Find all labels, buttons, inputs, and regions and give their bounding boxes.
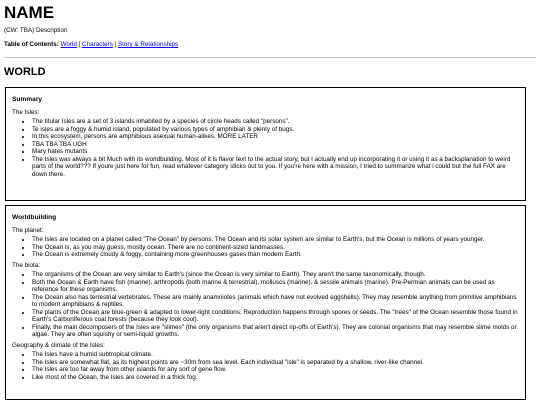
list-item: • Te isles are a foggy & humid island, populated by various types of amphibian & plenty of bugs.	[32, 126, 519, 134]
list-item: • The Isles are located on a planet called "The Ocean" by persons. The Ocean and its solar system are similar to Earth's, but the Ocean is millions of years younger.	[32, 236, 519, 244]
list-item: • Mary hates mutants	[32, 148, 519, 156]
group-label-planet: The planet:	[12, 227, 44, 234]
list-item: • The organisms of the Ocean are very similar to Earth's (since the Ocean is very similar to Earth). They aren't the same taxonomically, though.	[32, 271, 519, 279]
list-item: • The Ocean is extremely cloudy & foggy, containing more greenhouses gases than modern Earth.	[32, 251, 519, 259]
planet-list	[12, 236, 519, 259]
group-label-biota: The biota:	[12, 262, 41, 269]
list-item: • The Isles are somewhat flat, as its highest points are ~30m from sea level. Each individual "isle" is separated by a shallow, river-like channel.	[32, 359, 519, 367]
list-item: • The Isles was always a bit Much with its worldbuilding. Most of it is flavor text to the actual story, but I actually end up incorporating it or using it as a backsplanation to weird parts of the world??? If youre just here for fun, read whatever category sticks out to you. If you're here with a mission, I tried to summarize what i could but the full FAX are down there.	[32, 156, 519, 179]
list-item: • Like most of the Ocean, the Isles are covered in a thick fog.	[32, 374, 519, 382]
geography-list	[12, 351, 519, 381]
worldbuilding-box	[5, 205, 526, 400]
list-item: • In this ecosystem, persons are amphibious asexual human-alikes. MORE LATER	[32, 133, 519, 141]
list-item: • The Ocean is, as you may guess, mostly ocean. There are no continent-sized landmasses.	[32, 244, 519, 252]
toc-separator: |	[76, 41, 83, 48]
toc-link-characters[interactable]: Characters	[82, 41, 113, 48]
biota-list	[12, 271, 519, 339]
section-title-world: WORLD	[4, 66, 46, 78]
list-item: • The Isles are too far away from other islands for any sort of gene flow.	[32, 366, 519, 374]
summary-intro: The Isles:	[12, 109, 40, 116]
page-title: NAME	[4, 3, 55, 22]
table-of-contents	[4, 41, 178, 49]
toc-link-world[interactable]: World	[60, 41, 77, 48]
list-item: • Finally, the main decomposers of the Isles are "slimes" (the only organisms that aren't direct rip-offs of Earth's). They are colonial organisms that may resemble slime molds or algae. They are often squishy or semi-liquid growths.	[32, 324, 519, 339]
group-label-geography-climate: Geography & climate of the Isles:	[12, 342, 105, 349]
list-item: • The plants of the Ocean are blue-green & adapted to lower-light conditions. Reproduction happens through spores or seeds. The "trees" of the Ocean resemble those found in Earth's Carboniferous coal forests (because they look cool).	[32, 309, 519, 324]
summary-list	[12, 118, 519, 178]
toc-label: Table of Contents:	[4, 41, 59, 48]
worldbuilding-heading: Worldbuilding	[12, 214, 57, 221]
summary-box	[5, 87, 526, 201]
toc-separator: |	[112, 41, 118, 48]
list-item: • Both the Ocean & Earth have fish (marine), arthropods (both marine & terrestrial), molluscs (marine), & sessile animals (marine). Pre-Permian animals can be used as reference for these organisms.	[32, 279, 519, 294]
content-warning-description: (CW: TBA) Description	[4, 27, 68, 34]
summary-heading: Summary	[12, 96, 43, 103]
list-item: • The Ocean also has terrestrial vertebrates. These are mainly anamniotes (animals which have not evolved eggshells). They may resemble anything from primitive amphibians to modern amphibians & reptiles.	[32, 294, 519, 309]
list-item: • The titular Isles are a set of 3 islands inhabited by a species of circle heads called "persons".	[32, 118, 519, 126]
horizontal-divider	[4, 57, 536, 58]
toc-link-story-relationships[interactable]: Story & Relationships	[117, 41, 179, 48]
list-item: • TBA TBA TBA UGH	[32, 141, 519, 149]
list-item: • The Isles have a humid subtropical climate.	[32, 351, 519, 359]
